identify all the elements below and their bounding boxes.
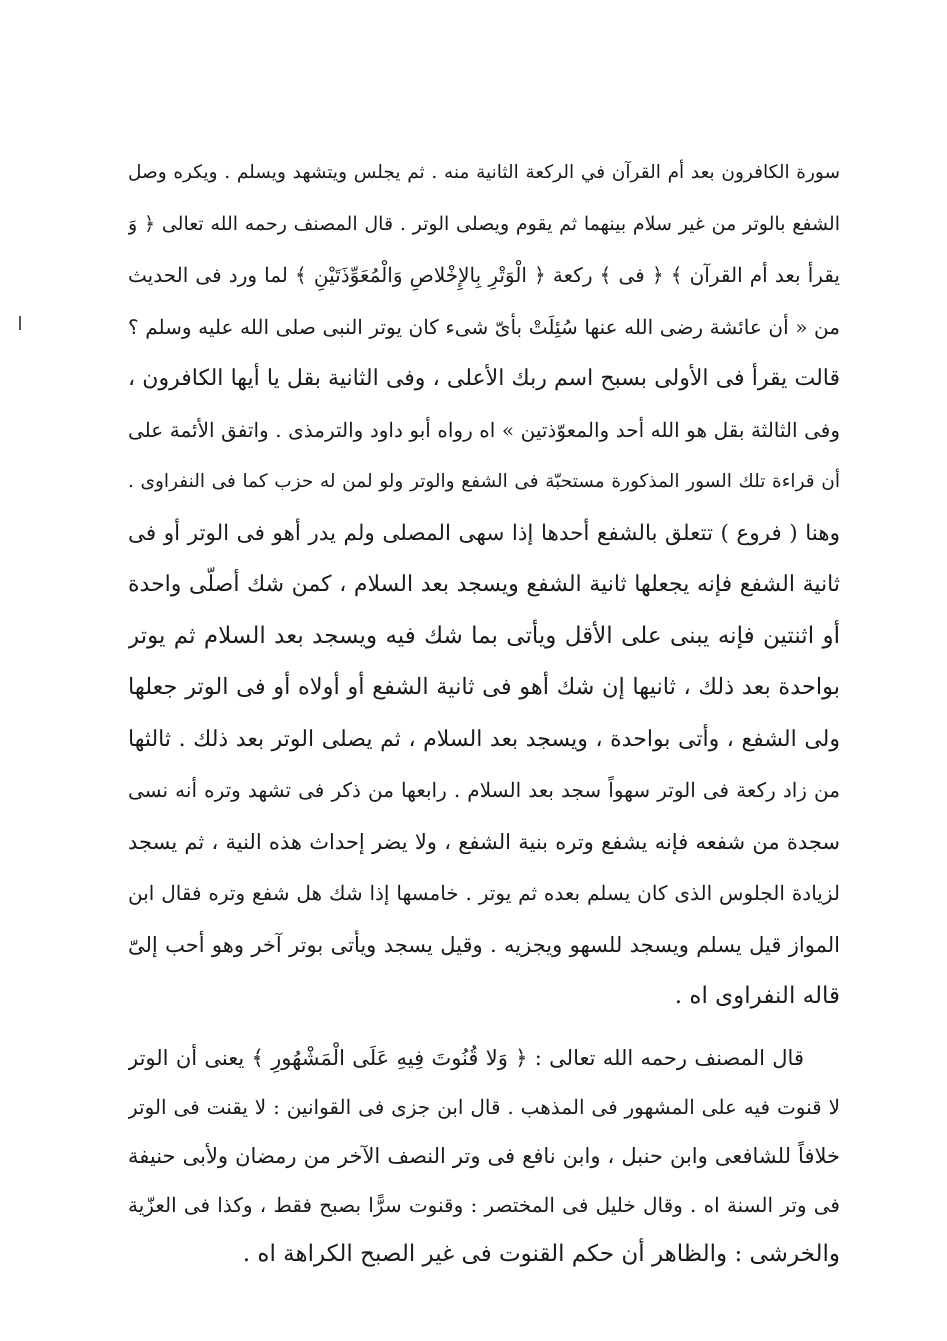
text-line: سجدة من شفعه فإنه يشفع وتره بنية الشفع ، ولا يضر إحداث هذه النية ، ثم يسجد (128, 829, 840, 854)
text-line: قاله النفراوى اه . (674, 983, 840, 1009)
text-line: وهنا ( فروع ) تتعلق بالشفع أحدها إذا سهى المصلى ولم يدر أهو فى الوتر أو فى (128, 520, 840, 546)
text-line: ثانية الشفع فإنه يجعلها ثانية الشفع ويسجد بعد السلام ، كمن شك أصلّى واحدة (128, 572, 840, 597)
text-line: أن قراءة تلك السور المذكورة مستحبّة فى الشفع والوتر ولو لمن له حزب كما فى النفراوى . (128, 471, 840, 492)
text-line: وفى الثالثة بقل هو الله أحد والمعوّذتين » اه رواه أبو داود والترمذى . واتفق الأئمة على (128, 417, 840, 442)
text-line: ولى الشفع ، وأتى بواحدة ، ويسجد بعد السلام ، ثم يصلى الوتر بعد ذلك . ثالثها (128, 726, 840, 752)
text-line: يقرأ بعد أم القرآن ﴾ ﴿ فى ﴾ ركعة ﴿ الْوَتْرِ بِالإِخْلاصِ وَالْمُعَوِّذَتَيْنِ ﴾ لما ورد فى الحديث (128, 263, 840, 287)
paragraph-2 (128, 1034, 840, 1279)
text-line: فى وتر السنة اه . وقال خليل فى المختصر : وقنوت سرًّا بصبح فقط ، وكذا فى العزّية (128, 1193, 840, 1217)
paragraph-1 (128, 147, 840, 1023)
text-line: قال المصنف رحمه الله تعالى : ﴿ وَلا قُنُوتَ فِيهِ عَلَى الْمَشْهُورِ ﴾ يعنى أن الوتر (128, 1046, 804, 1070)
text-line: لزيادة الجلوس الذى كان يسلم بعده ثم يوتر . خامسها إذا شك هل شفع وتره فقال ابن (128, 881, 840, 905)
text-line: الشفع بالوتر من غير سلام بينهما ثم يقوم ويصلى الوتر . قال المصنف رحمه الله تعالى ﴿ وَ (128, 212, 840, 235)
text-line: والخرشى : والظاهر أن حكم القنوت فى غير الصبح الكراهة اه . (242, 1241, 840, 1267)
text-line: خلافاً للشافعى وابن حنبل ، وابن نافع فى وتر النصف الآخر من رمضان ولأبى حنيفة (128, 1144, 840, 1168)
text-line: أو اثنتين فإنه يبنى على الأقل ويأتى بما شك فيه ويسجد بعد السلام ثم يوتر (128, 622, 840, 649)
margin-mark (19, 316, 21, 330)
text-line: المواز قيل يسلم ويسجد للسهو ويجزيه . وقيل يسجد ويأتى بوتر آخر وهو أحب إلىّ (128, 932, 840, 957)
text-line: بواحدة بعد ذلك ، ثانيها إن شك أهو فى ثانية الشفع أو أولاه أو فى الوتر جعلها (128, 674, 840, 700)
text-line: من زاد ركعة فى الوتر سهواً سجد بعد السلام . رابعها من ذكر فى تشهد وتره أنه نسى (128, 778, 840, 802)
text-line: سورة الكافرون بعد أم القرآن في الركعة الثانية منه . ثم يجلس ويتشهد ويسلم . ويكره وصل (128, 162, 840, 183)
text-line: لا قنوت فيه على المشهور فى المذهب . قال ابن جزى فى القوانين : لا يقنت فى الوتر (128, 1095, 840, 1119)
text-line: من « أن عائشة رضى الله عنها سُئِلَتْ بأىّ شىء كان يوتر النبى صلى الله عليه وسلم ؟ (128, 314, 840, 339)
text-line: قالت يقرأ فى الأولى بسبح اسم ربك الأعلى ، وفى الثانية بقل يا أيها الكافرون ، (128, 366, 840, 391)
